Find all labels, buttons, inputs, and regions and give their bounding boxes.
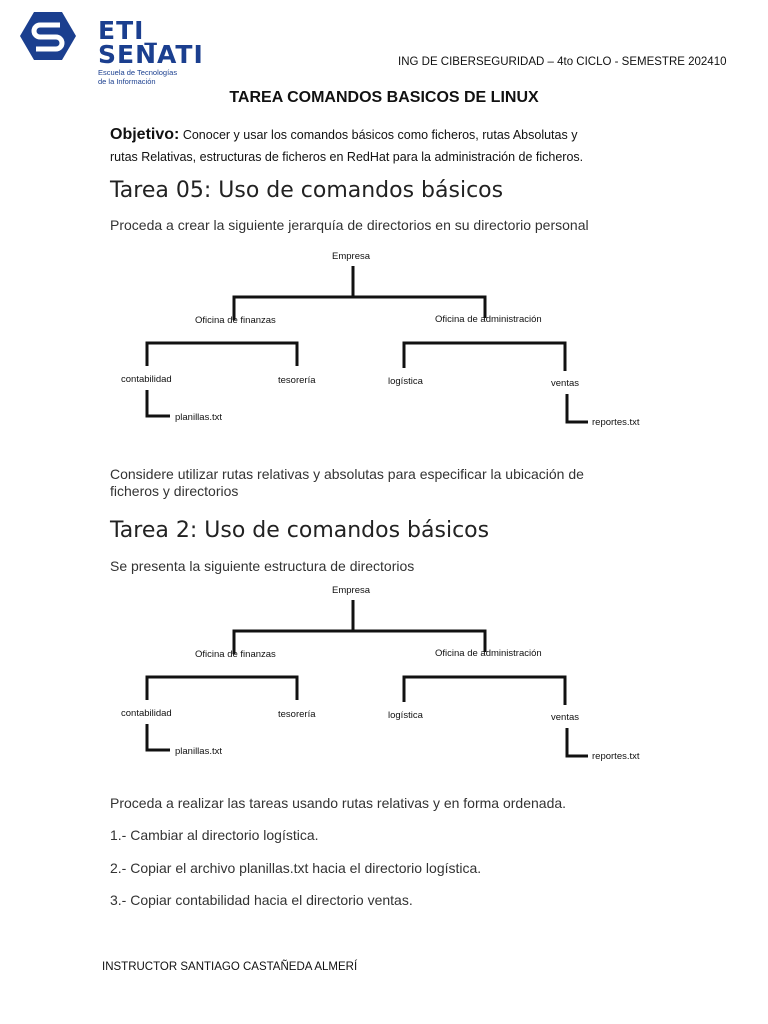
task2-intro: Se presenta la siguiente estructura de directorios xyxy=(110,558,415,574)
tree2-left-label: Oficina de finanzas xyxy=(195,649,276,660)
task2-heading: Tarea 2: Uso de comandos básicos xyxy=(110,518,490,543)
header-course-info: ING DE CIBERSEGURIDAD – 4to CICLO - SEMESTRE 202410 xyxy=(398,56,727,68)
objective-line2: rutas Relativas, estructuras de ficheros en RedHat para la administración de ficheros. xyxy=(110,150,584,164)
tree2-rl-label: logística xyxy=(388,710,423,721)
tree2-right-bar xyxy=(404,677,565,705)
tree1-file-right-label: reportes.txt xyxy=(592,417,640,428)
tree1-root-label: Empresa xyxy=(332,251,371,262)
tree1-right-bar xyxy=(404,343,565,371)
tree2-lr-label: tesorería xyxy=(278,709,316,720)
objective-label: Objetivo: xyxy=(110,126,180,143)
objective-line1: Conocer y usar los comandos básicos como ficheros, rutas Absolutas y xyxy=(179,128,578,142)
task1-intro: Proceda a crear la siguiente jerarquía de directorios en su directorio personal xyxy=(110,217,589,233)
tree2-file-left-label: planillas.txt xyxy=(175,746,222,757)
tree2-left-bar xyxy=(147,677,297,700)
task2-step3: 3.- Copiar contabilidad hacia el directorio ventas. xyxy=(110,892,413,908)
tree1-left-bar xyxy=(147,343,297,366)
task2-step2: 2.- Copiar el archivo planillas.txt hacia el directorio logística. xyxy=(110,860,482,876)
tree2-root-label: Empresa xyxy=(332,585,371,596)
tree1-rl-label: logística xyxy=(388,376,423,387)
tree1-left-label: Oficina de finanzas xyxy=(195,315,276,326)
tree2-file-right-label: reportes.txt xyxy=(592,751,640,762)
tree2-ll-label: contabilidad xyxy=(121,708,172,719)
tree2-right-label: Oficina de administración xyxy=(435,648,542,659)
directory-tree-1 xyxy=(110,246,670,436)
senati-logo xyxy=(20,10,204,90)
task1-heading: Tarea 05: Uso de comandos básicos xyxy=(110,178,504,203)
footer-instructor: INSTRUCTOR SANTIAGO CASTAÑEDA ALMERÍ xyxy=(102,961,358,973)
tree1-ll-label: contabilidad xyxy=(121,374,172,385)
task1-note: Considere utilizar rutas relativas y absolutas para especificar la ubicación de ficheros y directorios xyxy=(110,466,584,499)
objective-paragraph xyxy=(110,124,680,168)
tree1-right-file-connector xyxy=(567,394,588,422)
task2-instructions: Proceda a realizar las tareas usando rutas relativas y en forma ordenada. xyxy=(110,795,567,811)
tree1-right-label: Oficina de administración xyxy=(435,314,542,325)
senati-logo-icon xyxy=(20,10,76,62)
directory-tree-2 xyxy=(110,580,670,770)
tree1-rr-label: ventas xyxy=(551,378,579,389)
tree1-lr-label: tesorería xyxy=(278,375,316,386)
task2-step1: 1.- Cambiar al directorio logística. xyxy=(110,827,319,843)
tree1-left-file-connector xyxy=(147,390,170,416)
logo-subtitle-line2: de la Información xyxy=(98,77,156,86)
logo-subtitle-line1: Escuela de Tecnologías xyxy=(98,68,178,77)
tree2-rr-label: ventas xyxy=(551,712,579,723)
tree2-right-file-connector xyxy=(567,728,588,756)
document-title: TAREA COMANDOS BASICOS DE LINUX xyxy=(229,89,539,106)
logo-subtitle xyxy=(98,68,177,86)
tree1-file-left-label: planillas.txt xyxy=(175,412,222,423)
tree2-left-file-connector xyxy=(147,724,170,750)
logo-senati-text: SENATI xyxy=(98,40,204,69)
logo-eti-text: ETI_ xyxy=(98,16,158,45)
